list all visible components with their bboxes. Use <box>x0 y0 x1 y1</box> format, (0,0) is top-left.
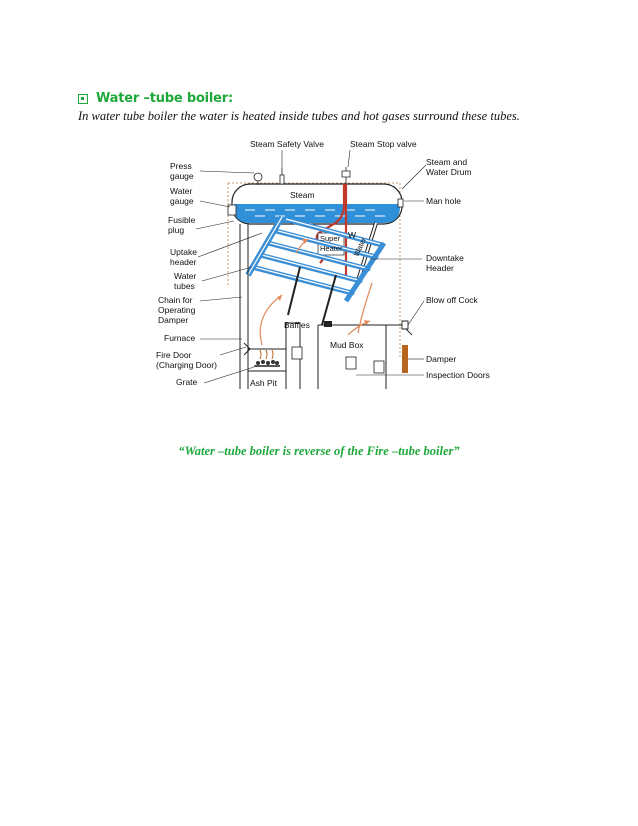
label-super-heater: Super <box>320 234 341 243</box>
label-press-gauge: Press <box>170 161 192 171</box>
label-ash-pit: Ash Pit <box>250 378 277 388</box>
label-grate: Grate <box>176 377 198 387</box>
pressure-gauge-icon <box>254 173 262 181</box>
blow-off-cock-icon <box>402 321 412 335</box>
flame-icons <box>260 350 273 359</box>
safety-valve-icon <box>280 175 284 184</box>
water-tube-boiler-diagram <box>150 135 510 397</box>
section-title: Water –tube boiler: <box>96 91 234 106</box>
stop-valve-icon <box>342 171 350 177</box>
diagram-label-line: (Charging Door) <box>156 360 217 370</box>
label-steam-water-drum: Steam and <box>426 157 468 167</box>
checkbox-bullet-icon <box>78 94 88 104</box>
diagram-label-line: header <box>170 257 197 267</box>
label-mud-box: Mud Box <box>330 340 364 350</box>
label-furnace: Furnace <box>164 333 196 343</box>
label-water-w: W <box>348 230 357 240</box>
label-downtake-header: Downtake <box>426 253 464 263</box>
baffle-1 <box>288 267 300 315</box>
baffle-2 <box>322 275 336 325</box>
label-inspection-doors: Inspection Doors <box>426 370 490 380</box>
label-uptake-header: Uptake <box>170 247 197 257</box>
diagram-label-line: gauge <box>170 171 194 181</box>
diagram-label-line: Header <box>426 263 454 273</box>
inspection-door-icons <box>292 347 384 373</box>
section-heading <box>78 91 233 106</box>
label-baffles: Baffles <box>284 320 310 330</box>
diagram-label-line: Damper <box>158 315 189 325</box>
diagram-label-line: Water Drum <box>426 167 472 177</box>
label-steam-stop-valve: Steam Stop valve <box>350 139 417 149</box>
diagram-label-line: Heater <box>320 244 343 253</box>
label-damper: Damper <box>426 354 457 364</box>
diagram-label-line: gauge <box>170 196 194 206</box>
label-water-diagonal: Water <box>351 236 369 258</box>
label-fire-door: Fire Door <box>156 350 192 360</box>
grate-coal <box>254 360 280 366</box>
summary-quote: “Water –tube boiler is reverse of the Fire –tube boiler” <box>178 444 460 458</box>
diagram-label-line: tubes <box>174 281 195 291</box>
label-chain-damper: Chain for <box>158 295 193 305</box>
intro-paragraph: In water tube boiler the water is heated inside tubes and hot gases surround these tubes. <box>78 109 520 123</box>
damper <box>402 345 408 373</box>
label-water-tubes: Water <box>174 271 197 281</box>
diagram-label-line: Operating <box>158 305 196 315</box>
label-man-hole: Man hole <box>426 196 461 206</box>
mud-box <box>324 321 332 327</box>
man-hole <box>398 199 403 207</box>
label-steam: Steam <box>290 190 315 200</box>
diagram-label-line: plug <box>168 225 185 235</box>
label-water-gauge: Water <box>170 186 193 196</box>
label-fusible-plug: Fusible <box>168 215 196 225</box>
drum-water <box>234 204 400 223</box>
water-gauge-box <box>228 205 236 215</box>
label-blow-off-cock: Blow off Cock <box>426 295 478 305</box>
label-steam-safety-valve: Steam Safety Valve <box>250 139 325 149</box>
